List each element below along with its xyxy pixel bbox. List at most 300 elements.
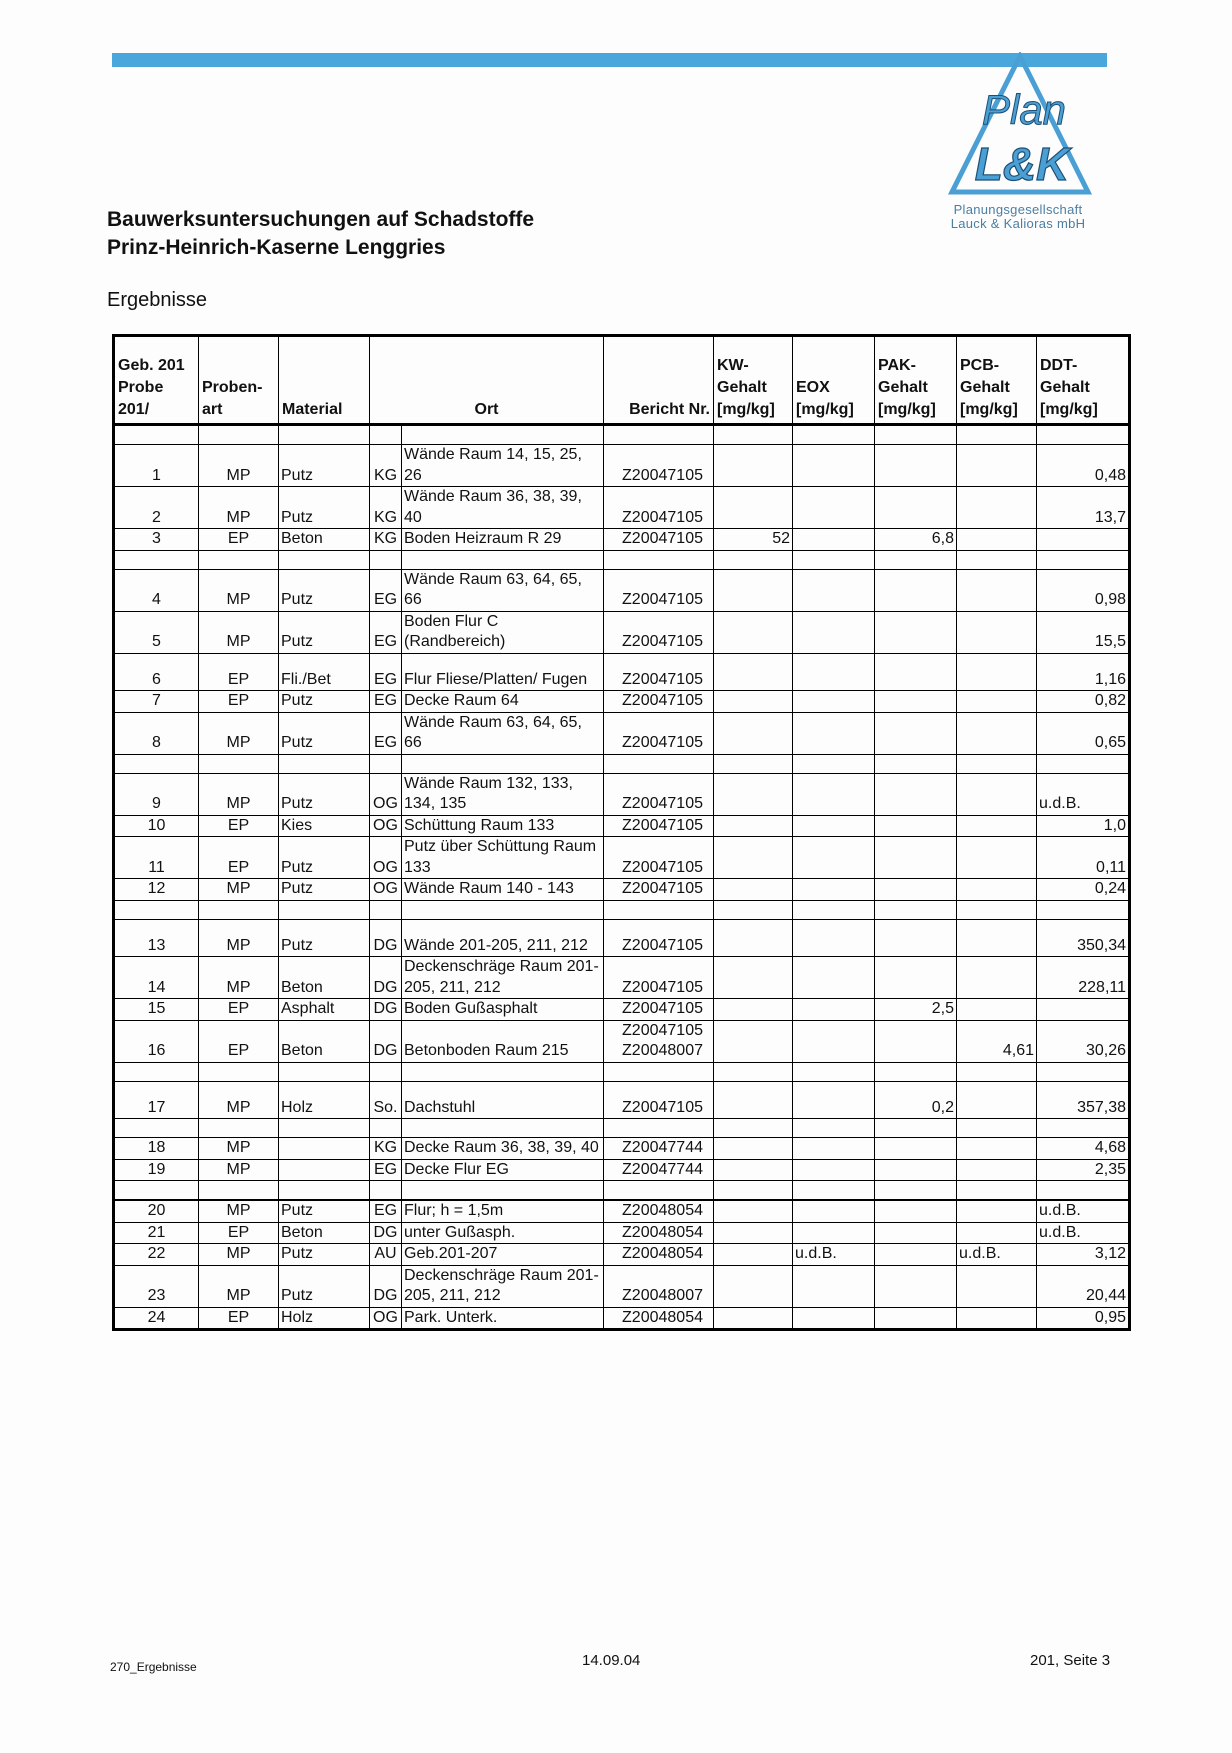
cell-pcb [957,1159,1037,1181]
cell-pcb [957,611,1037,653]
cell-ddt: 0,95 [1037,1307,1130,1330]
cell-eox [793,837,875,879]
cell-ort: Deckenschräge Raum 201-205, 211, 212 [402,957,604,999]
cell-probe: 13 [114,919,199,957]
cell-bericht: Z20047105 [604,1081,714,1119]
cell-pcb [957,773,1037,815]
cell-location-code: OG [370,1307,402,1330]
cell-location-code: EG [370,611,402,653]
cell-art: EP [199,691,279,713]
cell-ort: Wände Raum 140 - 143 [402,879,604,901]
cell-probe: 23 [114,1265,199,1307]
cell-probe: 9 [114,773,199,815]
cell-ddt: 20,44 [1037,1265,1130,1307]
table-row [114,1159,1130,1181]
cell-ddt: 0,65 [1037,712,1130,754]
cell-bericht: Z20047105 [604,611,714,653]
cell-bericht: Z20047105 [604,999,714,1021]
spacer-row [114,1181,1130,1201]
cell-probe: 24 [114,1307,199,1330]
cell-material: Kies [279,815,370,837]
header-probe: Geb. 201 Probe 201/ [114,336,199,425]
cell-location-code: DG [370,1020,402,1062]
cell-bericht: Z20047105 [604,445,714,487]
cell-ort: Wände Raum 36, 38, 39, 40 [402,487,604,529]
cell-kw [714,1222,793,1244]
cell-art: EP [199,1222,279,1244]
cell-pcb: 4,61 [957,1020,1037,1062]
cell-kw [714,1020,793,1062]
cell-ort: Putz über Schüttung Raum 133 [402,837,604,879]
cell-pcb [957,1200,1037,1222]
cell-pak [875,773,957,815]
cell-eox [793,529,875,551]
cell-ddt [1037,999,1130,1021]
cell-material: Putz [279,691,370,713]
cell-probe: 16 [114,1020,199,1062]
spacer-row [114,550,1130,569]
cell-ddt: 15,5 [1037,611,1130,653]
cell-probe: 19 [114,1159,199,1181]
logo-caption-1: Planungsgesellschaft [953,202,1083,217]
table-row [114,1081,1130,1119]
cell-eox [793,1265,875,1307]
cell-art: MP [199,487,279,529]
cell-bericht: Z20048054 [604,1222,714,1244]
cell-material: Putz [279,569,370,611]
cell-material [279,1159,370,1181]
cell-ddt: 228,11 [1037,957,1130,999]
cell-pcb [957,1222,1037,1244]
cell-ort: Decke Flur EG [402,1159,604,1181]
header-ddt: DDT- Gehalt [mg/kg] [1037,336,1130,425]
cell-material: Asphalt [279,999,370,1021]
cell-pak [875,1222,957,1244]
cell-ort: Geb.201-207 [402,1244,604,1266]
cell-material: Holz [279,1081,370,1119]
cell-eox [793,957,875,999]
cell-art: EP [199,999,279,1021]
cell-art: MP [199,445,279,487]
cell-pcb [957,445,1037,487]
table-header [114,336,1130,425]
cell-ddt: 30,26 [1037,1020,1130,1062]
cell-ddt: 0,82 [1037,691,1130,713]
cell-probe: 8 [114,712,199,754]
cell-eox [793,919,875,957]
cell-ort: Flur Fliese/Platten/ Fugen [402,653,604,691]
cell-probe: 5 [114,611,199,653]
cell-location-code: EG [370,569,402,611]
cell-probe: 3 [114,529,199,551]
cell-ort: Wände Raum 63, 64, 65, 66 [402,712,604,754]
cell-art: EP [199,1020,279,1062]
cell-bericht: Z20047105 [604,957,714,999]
cell-kw [714,653,793,691]
header-ort: Ort [370,336,604,425]
cell-pak [875,653,957,691]
header-eox: EOX [mg/kg] [793,336,875,425]
cell-ddt [1037,529,1130,551]
footer-date: 14.09.04 [582,1652,641,1669]
spacer-row [114,1062,1130,1081]
table-row [114,569,1130,611]
cell-ort: Boden Gußasphalt [402,999,604,1021]
cell-probe: 18 [114,1138,199,1160]
cell-art: MP [199,1200,279,1222]
cell-ddt: u.d.B. [1037,1222,1130,1244]
cell-ddt: 0,24 [1037,879,1130,901]
cell-kw [714,879,793,901]
table-row [114,712,1130,754]
spacer-row [114,1119,1130,1138]
cell-bericht: Z20047105 [604,837,714,879]
cell-kw [714,1200,793,1222]
cell-eox [793,1159,875,1181]
cell-art: MP [199,569,279,611]
cell-pak [875,1244,957,1266]
spacer-row [114,425,1130,445]
table-row [114,1020,1130,1062]
cell-art: MP [199,1081,279,1119]
cell-pak [875,1138,957,1160]
cell-eox [793,999,875,1021]
cell-art: MP [199,1265,279,1307]
cell-material: Putz [279,487,370,529]
cell-eox [793,691,875,713]
cell-probe: 1 [114,445,199,487]
cell-pcb [957,653,1037,691]
cell-art: MP [199,1244,279,1266]
cell-probe: 2 [114,487,199,529]
cell-pak [875,1265,957,1307]
cell-bericht: Z20047105 [604,773,714,815]
spacer-row [114,754,1130,773]
cell-probe: 7 [114,691,199,713]
cell-location-code: DG [370,957,402,999]
cell-kw [714,611,793,653]
cell-kw [714,1244,793,1266]
cell-location-code: EG [370,712,402,754]
cell-location-code: KG [370,487,402,529]
cell-pcb [957,691,1037,713]
cell-pak: 0,2 [875,1081,957,1119]
cell-probe: 11 [114,837,199,879]
cell-eox [793,611,875,653]
cell-pcb [957,837,1037,879]
cell-location-code: KG [370,529,402,551]
cell-bericht: Z20048054 [604,1244,714,1266]
cell-ddt: u.d.B. [1037,773,1130,815]
header-pak: PAK- Gehalt [mg/kg] [875,336,957,425]
document-title: Bauwerksuntersuchungen auf Schadstoffe Prinz-Heinrich-Kaserne Lenggries [107,208,535,259]
cell-pak [875,919,957,957]
table-row [114,1222,1130,1244]
cell-pcb [957,712,1037,754]
cell-bericht: Z20047105 [604,919,714,957]
cell-ddt: 1,0 [1037,815,1130,837]
cell-art: MP [199,712,279,754]
cell-pak [875,1159,957,1181]
table-row [114,879,1130,901]
header-material: Material [279,336,370,425]
cell-eox [793,879,875,901]
section-title: Ergebnisse [107,289,208,311]
table-row [114,611,1130,653]
cell-pak [875,691,957,713]
cell-kw [714,691,793,713]
cell-material: Putz [279,1244,370,1266]
cell-kw [714,815,793,837]
cell-location-code: KG [370,445,402,487]
cell-bericht: Z20047105 [604,487,714,529]
cell-ddt: 357,38 [1037,1081,1130,1119]
cell-kw: 52 [714,529,793,551]
cell-kw [714,445,793,487]
cell-bericht: Z20047105 [604,691,714,713]
cell-probe: 14 [114,957,199,999]
cell-ort: Betonboden Raum 215 [402,1020,604,1062]
cell-pak [875,815,957,837]
cell-kw [714,487,793,529]
table-row [114,773,1130,815]
cell-bericht: Z20047105 [604,529,714,551]
cell-pcb [957,879,1037,901]
cell-material: Beton [279,1222,370,1244]
footer-file: 270_Ergebnisse [110,1660,197,1674]
logo-caption-2: Lauck & Kalioras mbH [950,216,1086,231]
cell-probe: 20 [114,1200,199,1222]
cell-art: MP [199,1159,279,1181]
cell-bericht: Z20047105 [604,879,714,901]
cell-pak [875,487,957,529]
cell-location-code: DG [370,1222,402,1244]
spacer-row [114,900,1130,919]
cell-pak: 2,5 [875,999,957,1021]
cell-ddt: 3,12 [1037,1244,1130,1266]
cell-bericht: Z20048054 [604,1200,714,1222]
cell-eox [793,1081,875,1119]
cell-art: EP [199,529,279,551]
table-row [114,1265,1130,1307]
table-row [114,837,1130,879]
cell-material: Beton [279,1020,370,1062]
header-pcb: PCB- Gehalt [mg/kg] [957,336,1037,425]
table-row [114,999,1130,1021]
table-row [114,1200,1130,1222]
cell-art: MP [199,919,279,957]
cell-bericht: Z20047744 [604,1159,714,1181]
cell-pcb [957,957,1037,999]
cell-bericht: Z20047105 [604,815,714,837]
cell-location-code: OG [370,773,402,815]
cell-ort: Schüttung Raum 133 [402,815,604,837]
cell-pcb [957,1138,1037,1160]
table-row [114,1138,1130,1160]
cell-pcb [957,569,1037,611]
cell-probe: 22 [114,1244,199,1266]
table-row [114,1307,1130,1330]
cell-ort: Wände Raum 63, 64, 65, 66 [402,569,604,611]
cell-art: EP [199,837,279,879]
cell-art: EP [199,815,279,837]
cell-ort: Dachstuhl [402,1081,604,1119]
cell-kw [714,1265,793,1307]
cell-pcb [957,1307,1037,1330]
cell-material: Putz [279,1200,370,1222]
cell-bericht: Z20048007 [604,1265,714,1307]
cell-bericht: Z20047105 [604,712,714,754]
cell-pak [875,879,957,901]
cell-pak [875,1200,957,1222]
header-kw: KW- Gehalt [mg/kg] [714,336,793,425]
cell-probe: 6 [114,653,199,691]
cell-kw [714,712,793,754]
cell-pak [875,712,957,754]
cell-eox [793,1222,875,1244]
cell-probe: 10 [114,815,199,837]
cell-pak [875,445,957,487]
cell-location-code: DG [370,1265,402,1307]
cell-pak [875,957,957,999]
cell-bericht: Z20047744 [604,1138,714,1160]
cell-kw [714,1307,793,1330]
cell-material: Putz [279,837,370,879]
cell-kw [714,837,793,879]
cell-location-code: AU [370,1244,402,1266]
cell-eox [793,569,875,611]
cell-ddt: 13,7 [1037,487,1130,529]
cell-pak [875,611,957,653]
table-row [114,919,1130,957]
cell-location-code: EG [370,653,402,691]
cell-art: MP [199,1138,279,1160]
cell-probe: 4 [114,569,199,611]
cell-pak: 6,8 [875,529,957,551]
cell-location-code: OG [370,815,402,837]
cell-art: MP [199,879,279,901]
cell-kw [714,957,793,999]
cell-probe: 12 [114,879,199,901]
cell-pcb [957,999,1037,1021]
cell-ort: Wände Raum 14, 15, 25, 26 [402,445,604,487]
cell-ddt: 0,48 [1037,445,1130,487]
cell-ddt: 4,68 [1037,1138,1130,1160]
header-art: Proben- art [199,336,279,425]
cell-eox [793,1138,875,1160]
cell-pak [875,1307,957,1330]
cell-material: Putz [279,712,370,754]
cell-kw [714,773,793,815]
cell-pcb [957,815,1037,837]
table-row [114,1244,1130,1266]
cell-bericht: Z20047105 [604,653,714,691]
cell-art: EP [199,1307,279,1330]
cell-location-code: EG [370,1200,402,1222]
cell-probe: 17 [114,1081,199,1119]
cell-location-code: EG [370,691,402,713]
cell-ort: Park. Unterk. [402,1307,604,1330]
results-table [112,334,1131,1331]
cell-material: Beton [279,957,370,999]
table-row [114,445,1130,487]
cell-ort: Wände 201-205, 211, 212 [402,919,604,957]
table-row [114,815,1130,837]
header-bericht: Bericht Nr. [604,336,714,425]
table-row [114,691,1130,713]
cell-ort: Decke Raum 36, 38, 39, 40 [402,1138,604,1160]
svg-text:Plan: Plan [981,86,1067,133]
table-row [114,529,1130,551]
cell-pcb [957,529,1037,551]
cell-ort: unter Gußasph. [402,1222,604,1244]
cell-ddt: u.d.B. [1037,1200,1130,1222]
cell-material: Putz [279,445,370,487]
cell-material: Putz [279,773,370,815]
cell-art: MP [199,773,279,815]
cell-ddt: 0,98 [1037,569,1130,611]
cell-material: Putz [279,919,370,957]
cell-eox [793,1307,875,1330]
cell-eox [793,712,875,754]
cell-kw [714,999,793,1021]
cell-eox [793,1200,875,1222]
cell-material: Putz [279,879,370,901]
cell-ort: Boden Flur C (Randbereich) [402,611,604,653]
cell-ddt: 350,34 [1037,919,1130,957]
cell-material: Putz [279,1265,370,1307]
cell-location-code: DG [370,999,402,1021]
cell-pak [875,837,957,879]
cell-ddt: 1,16 [1037,653,1130,691]
cell-ort: Deckenschräge Raum 201-205, 211, 212 [402,1265,604,1307]
cell-probe: 15 [114,999,199,1021]
cell-location-code: So. [370,1081,402,1119]
cell-location-code: DG [370,919,402,957]
table-row [114,957,1130,999]
cell-eox [793,445,875,487]
cell-eox [793,487,875,529]
cell-ort: Boden Heizraum R 29 [402,529,604,551]
cell-location-code: KG [370,1138,402,1160]
cell-eox [793,653,875,691]
cell-location-code: OG [370,837,402,879]
cell-eox [793,815,875,837]
cell-eox: u.d.B. [793,1244,875,1266]
cell-material: Fli./Bet [279,653,370,691]
cell-bericht: Z20048054 [604,1307,714,1330]
cell-bericht: Z20047105 [604,569,714,611]
cell-ort: Flur; h = 1,5m [402,1200,604,1222]
cell-art: MP [199,611,279,653]
cell-eox [793,1020,875,1062]
cell-pcb: u.d.B. [957,1244,1037,1266]
cell-pcb [957,1081,1037,1119]
cell-ort: Wände Raum 132, 133, 134, 135 [402,773,604,815]
cell-art: EP [199,653,279,691]
svg-text:L&K: L&K [974,138,1070,190]
cell-material: Beton [279,529,370,551]
cell-location-code: EG [370,1159,402,1181]
cell-material [279,1138,370,1160]
cell-kw [714,919,793,957]
cell-probe: 21 [114,1222,199,1244]
cell-ddt: 0,11 [1037,837,1130,879]
cell-pcb [957,1265,1037,1307]
table-row [114,653,1130,691]
cell-material: Putz [279,611,370,653]
footer-page: 201, Seite 3 [1030,1652,1111,1669]
